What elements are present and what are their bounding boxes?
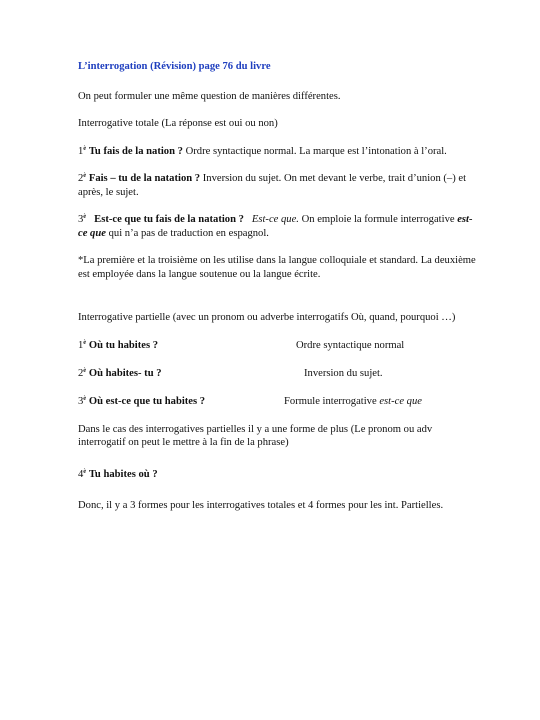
example-question: Tu habites où ? — [88, 468, 158, 480]
totale-form-3 — [78, 213, 480, 240]
form-number: 1 — [78, 145, 84, 157]
form-number: 3 — [78, 395, 84, 407]
form-number: 3 — [78, 214, 84, 225]
form-explanation: Ordre syntactique normal. La marque est l’intonation à l’oral. — [182, 145, 447, 157]
form-description: Formule interrogative — [284, 395, 380, 407]
example-question: Fais – tu de la natation ? — [88, 173, 201, 184]
document-title: L’interrogation (Révision) page 76 du livre — [78, 61, 271, 72]
ordinal-superscript: è — [83, 467, 87, 475]
totale-form-2 — [78, 172, 480, 199]
ordinal-superscript: è — [83, 338, 87, 346]
ordinal-superscript: è — [83, 144, 87, 152]
ordinal-superscript: è — [83, 366, 87, 374]
usage-note: *La première et la troisième on les utilise dans la langue colloquiale et standard. La deuxième est employée dans la langue soutenue ou la langue écrite. — [78, 255, 476, 280]
example-question: Où tu habites ? — [88, 339, 159, 351]
partielle-form-3 — [78, 395, 480, 409]
form-number: 1 — [78, 339, 84, 351]
totale-form-1 — [78, 145, 480, 159]
formula-bold-italic: est-ce que — [78, 214, 473, 239]
intro-paragraph: On peut formuler une même question de manières différentes. — [78, 90, 341, 102]
example-question: Où est-ce que tu habites ? — [88, 395, 206, 407]
partielle-form-1 — [78, 339, 480, 353]
partielle-extra-case: Dans le cas des interrogatives partielles il y a une forme de plus (Le pronom ou adv interrogatif on peut le mettre à la fin de la phrase) — [78, 423, 433, 448]
formula-italic: est-ce que — [379, 395, 422, 407]
ordinal-superscript: è — [83, 172, 87, 179]
example-question: Où habites- tu ? — [88, 367, 162, 379]
form-number: 2 — [78, 367, 84, 379]
form-explanation: Inversion du sujet. On met devant le verbe, trait d’union (–) et après, le sujet. — [78, 173, 467, 198]
form-number: 4 — [78, 468, 84, 480]
form-description: Inversion du sujet. — [304, 367, 383, 379]
form-description-wrap — [284, 395, 422, 409]
ordinal-superscript: è — [83, 394, 87, 402]
conclusion-paragraph: Donc, il y a 3 formes pour les interrogatives totales et 4 formes pour les int. Partielles. — [78, 500, 444, 511]
formula-italic: Est-ce que. — [251, 214, 299, 225]
form-description: Ordre syntactique normal — [296, 339, 405, 351]
form-explanation-a: On emploie la formule interrogative — [298, 214, 458, 225]
form-number: 2 — [78, 173, 84, 184]
example-question: Tu fais de la nation ? — [88, 145, 183, 157]
totale-heading: Interrogative totale (La réponse est oui ou non) — [78, 118, 278, 129]
partielle-form-2 — [78, 367, 480, 381]
partielle-form-4 — [78, 468, 480, 482]
ordinal-superscript: è — [83, 213, 87, 220]
form-explanation-b: qui n’a pas de traduction en espagnol. — [105, 227, 269, 239]
partielle-heading: Interrogative partielle (avec un pronom ou adverbe interrogatifs Où, quand, pourquoi …) — [78, 312, 456, 323]
example-question: Est-ce que tu fais de la natation ? — [94, 214, 244, 225]
